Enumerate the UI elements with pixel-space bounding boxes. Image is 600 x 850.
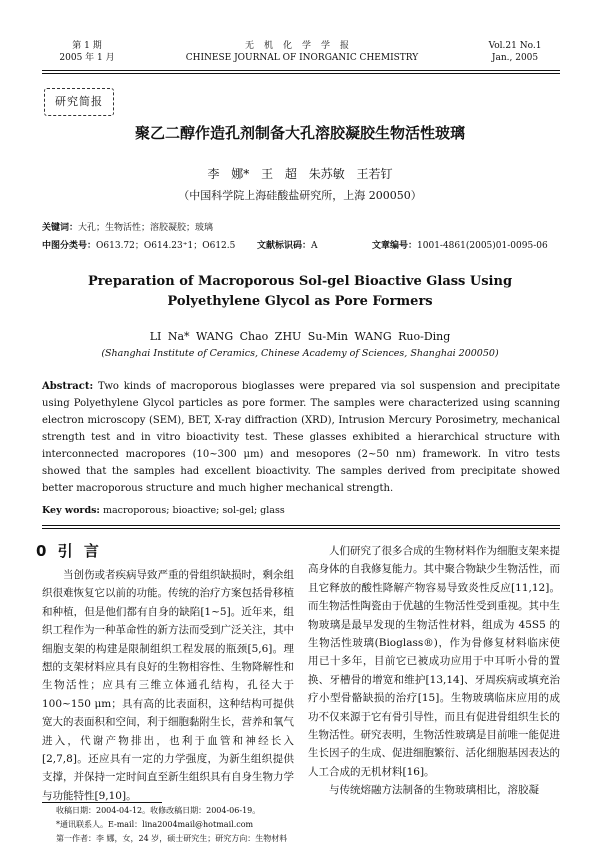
affiliation-en: (Shanghai Institute of Ceramics, Chinese Academy of Sciences, Shanghai 200050) bbox=[101, 348, 499, 359]
header-right bbox=[470, 40, 560, 64]
article-title-cn: 聚乙二醇作造孔剂制备大孔溶胶凝胶生物活性玻璃 bbox=[134, 124, 465, 142]
issue-date-en: Jan., 2005 bbox=[491, 53, 539, 63]
doc-code-label: 文献标识码： bbox=[257, 241, 312, 251]
footnote-first-author: 第一作者：李 娜，女，24 岁，硕士研究生；研究方向：生物材料 bbox=[56, 834, 288, 843]
footnote-rule bbox=[42, 802, 162, 803]
header-rule-thin bbox=[42, 73, 560, 74]
article-no-label: 文章编号： bbox=[372, 241, 418, 251]
issue-number: 第 1 期 bbox=[72, 41, 102, 51]
authors-cn: 李 娜* 王 超 朱苏敏 王若钉 bbox=[207, 167, 393, 181]
intro-paragraph-1: 当创伤或者疾病导致严重的骨组织缺损时，剩余组织很难恢复它以前的功能。传统的治疗方案包括骨移植和种植，但是他们都有自身的缺陷[1~5]。近年来，组织工程作为一种革命性的新方法而受到广泛关注，其中细胞支架的构建是限制组织工程发展的瓶颈[5,6]。理想的支架材料应具有良好的生物相容性、生物降解性和生物活性；应具有三维立体通孔结构，孔径大于 100~150 μm；具有高的比表面积，这种结构可提供宽大的表面积和空间，利于细胞黏附生长，营养和氧气进入，代谢产物排出，也利于血管和神经长入[2,7,8]。还应具有一定的力学强度，为新生组织提供支撑，并保持一定时间直至新生组织具有自身生物力学与功能特性[9,10]。 bbox=[42, 569, 294, 802]
body-column-right bbox=[308, 542, 560, 800]
abstract-text: Two kinds of macroporous bioglasses were prepared via sol suspension and precipitate using Polyethylene Glycol particles as pore former. The samples were characterized using scanning electron microscopy (SEM), BET, X-ray diffraction (XRD), Intrusion Mercury Porosimetry, mechanical strength test and in vitro bioactivity test. These glasses exhibited a hierarchical structure with interconnected macropores (10~300 μm) and mesopores (2~50 nm) framework. In vitro tests showed that the samples had excellent bioactivity. The samples derived from precipitate showed better macroporous structure and much higher mechanical strength. bbox=[42, 381, 560, 494]
clc-number: O613.72；O614.23⁺1；O612.5 bbox=[96, 241, 236, 251]
section-rule bbox=[42, 525, 560, 526]
section-heading-introduction: 0 引 言 bbox=[36, 542, 99, 560]
header-left bbox=[42, 40, 132, 64]
keywords-en: macroporous; bioactive; sol-gel; glass bbox=[99, 505, 285, 516]
keywords-en-label: Key words: bbox=[42, 505, 100, 516]
abstract bbox=[42, 378, 560, 497]
keywords-cn-line bbox=[42, 220, 213, 233]
section-rule-thin bbox=[42, 528, 560, 529]
volume-number: Vol.21 No.1 bbox=[488, 41, 542, 51]
title-en-line-1: Preparation of Macroporous Sol-gel Bioactive Glass Using bbox=[87, 274, 513, 289]
journal-name-en: CHINESE JOURNAL OF INORGANIC CHEMISTRY bbox=[185, 53, 419, 63]
clc-label: 中图分类号： bbox=[42, 241, 97, 251]
intro-paragraph-3: 与传统熔融方法制备的生物玻璃相比，溶胶凝 bbox=[329, 784, 539, 797]
classification-line bbox=[42, 238, 548, 251]
column-label-box bbox=[44, 88, 114, 116]
keywords-cn: 大孔；生物活性；溶胶凝胶；玻璃 bbox=[78, 223, 214, 233]
header-center bbox=[172, 40, 432, 64]
authors-en: LI Na* WANG Chao ZHU Su-Min WANG Ruo-Ding bbox=[149, 330, 451, 343]
title-en-line-2: Polyethylene Glycol as Pore Formers bbox=[167, 294, 433, 309]
keywords-en-line bbox=[42, 505, 285, 516]
issue-date-cn: 2005 年 1 月 bbox=[59, 53, 115, 63]
column-label: 研究简报 bbox=[55, 95, 103, 108]
running-header bbox=[42, 40, 560, 70]
header-rule bbox=[42, 70, 560, 71]
body-column-left bbox=[42, 566, 294, 805]
keywords-cn-label: 关键词： bbox=[42, 223, 79, 233]
affiliation-cn: （中国科学院上海硅酸盐研究所，上海 200050） bbox=[178, 189, 422, 202]
footnote-correspondence: *通讯联系人。E-mail：lina2004mail@hotmail.com bbox=[56, 820, 254, 829]
journal-name-cn: 无机化学学报 bbox=[244, 41, 359, 51]
article-number: 1001-4861(2005)01-0095-06 bbox=[417, 241, 548, 251]
article-title-en bbox=[0, 272, 600, 312]
intro-paragraph-2: 人们研究了很多合成的生物材料作为细胞支架来提高身体的自我修复能力。其中聚合物缺少生物活性，而且它释放的酸性降解产物容易导致炎性反应[11,12]。而生物活性陶瓷由于优越的生物活性受到重视。其中生物玻璃是最早发现的生物活性材料，组成为 45S5 的生物活性玻璃(Bioglass®)，作为骨修复材料临床使用已十多年，目前它已被成功应用于中耳听小骨的置换、牙槽骨的增宽和维护[13,14]、牙周疾病或填充治疗小型骨骼缺损的治疗[15]。生物玻璃临床应用的成功不仅来源于它有骨引导性，而且有促进骨组织生长的生物活性。研究表明，生物活性玻璃是目前唯一能促进生长因子的生成、促进细胞繁衍、活化细胞基因表达的人工合成的无机材料[16]。 bbox=[308, 545, 560, 778]
abstract-label: Abstract: bbox=[42, 381, 94, 392]
doc-code: A bbox=[311, 241, 318, 251]
footnote-received: 收稿日期：2004-04-12。收修改稿日期：2004-06-19。 bbox=[56, 806, 261, 815]
